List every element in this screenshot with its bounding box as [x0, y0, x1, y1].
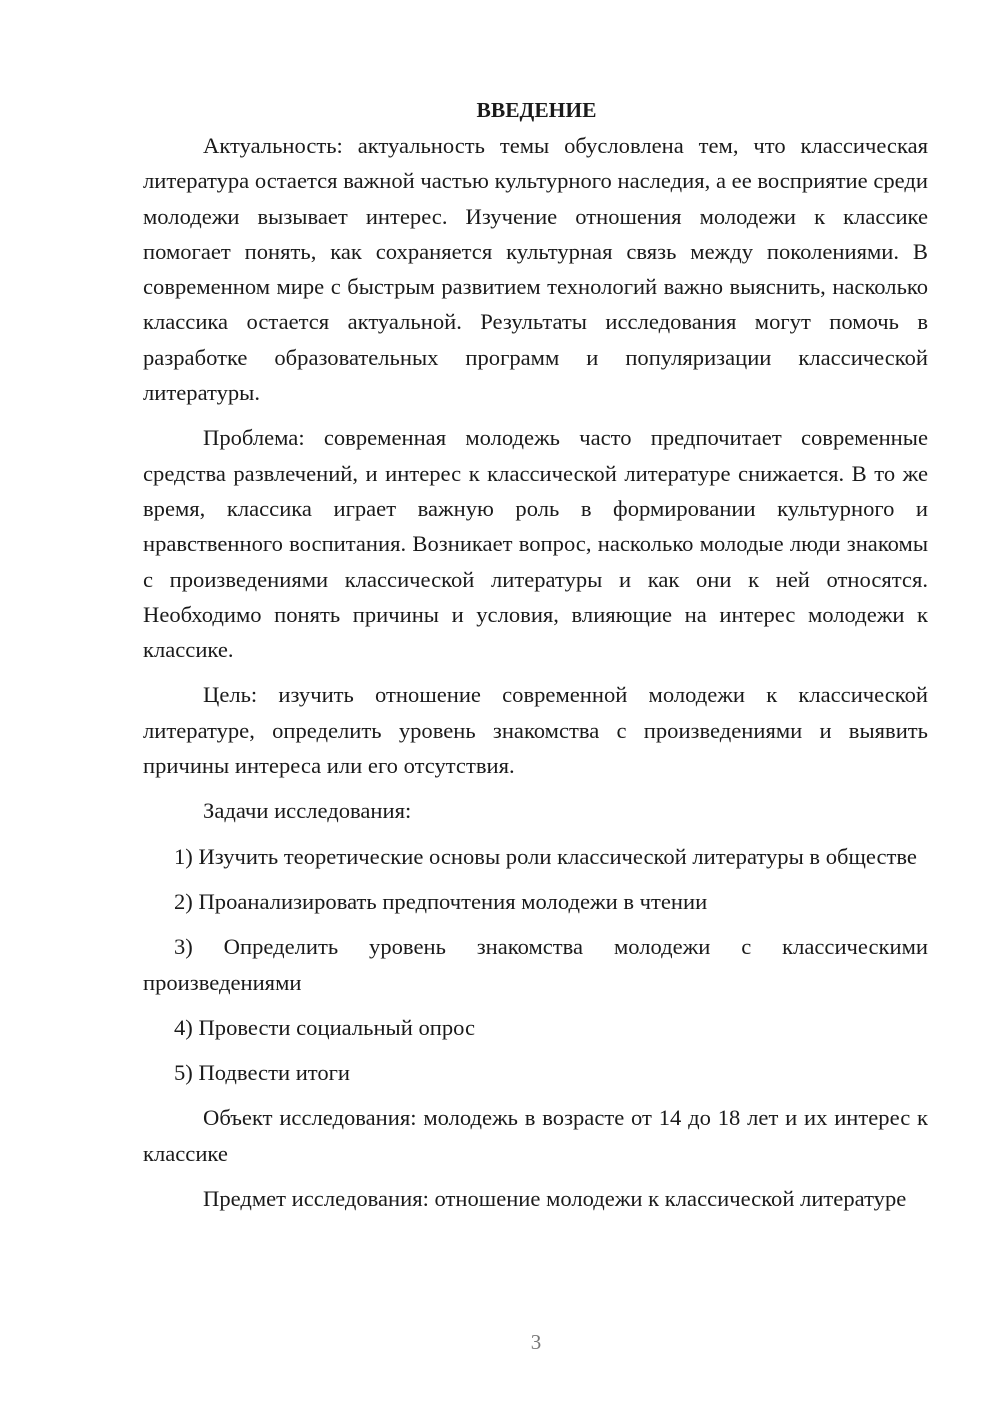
task-item-2: 2) Проанализировать предпочтения молодежи в чтении	[174, 888, 708, 914]
task-item-3: 3) Определить уровень знакомства молодежи с классическими произведениями	[143, 934, 928, 995]
document-body	[143, 93, 928, 1226]
object-paragraph: Объект исследования: молодежь в возрасте от 14 до 18 лет и их интерес к классике	[143, 1105, 928, 1166]
section-title: ВВЕДЕНИЕ	[476, 98, 597, 122]
task-item-1: 1) Изучить теоретические основы роли классической литературы в обществе	[174, 843, 917, 869]
task-item-4: 4) Провести социальный опрос	[174, 1014, 476, 1040]
goal-paragraph: Цель: изучить отношение современной молодежи к классической литературе, определить уровень знакомства с произведениями и выявить причины интереса или его отсутствия.	[143, 682, 928, 779]
problem-paragraph: Проблема: современная молодежь часто предпочитает современные средства развлечений, и интерес к классической литературе снижается. В то же время, классика играет важную роль в формировании культурного и нравственного воспитания. Возникает вопрос, насколько молодые люди знакомы с произведениями классической литературы и как они к ней относятся. Необходимо понять причины и условия, влияющие на интерес молодежи к классике.	[143, 425, 928, 663]
page-number: 3	[530, 1330, 542, 1354]
subject-paragraph: Предмет исследования: отношение молодежи к классической литературе	[203, 1186, 907, 1212]
task-item-5: 5) Подвести итоги	[174, 1060, 351, 1086]
tasks-heading: Задачи исследования:	[203, 798, 412, 824]
relevance-paragraph: Актуальность: актуальность темы обусловлена тем, что классическая литература остается важной частью культурного наследия, а ее восприятие среди молодежи вызывает интерес. Изучение отношения молодежи к классике помогает понять, как сохраняется культурная связь между поколениями. В современном мире с быстрым развитием технологий важно выяснить, насколько классика остается актуальной. Результаты исследования могут помочь в разработке образовательных программ и популяризации классической литературы.	[143, 133, 928, 406]
